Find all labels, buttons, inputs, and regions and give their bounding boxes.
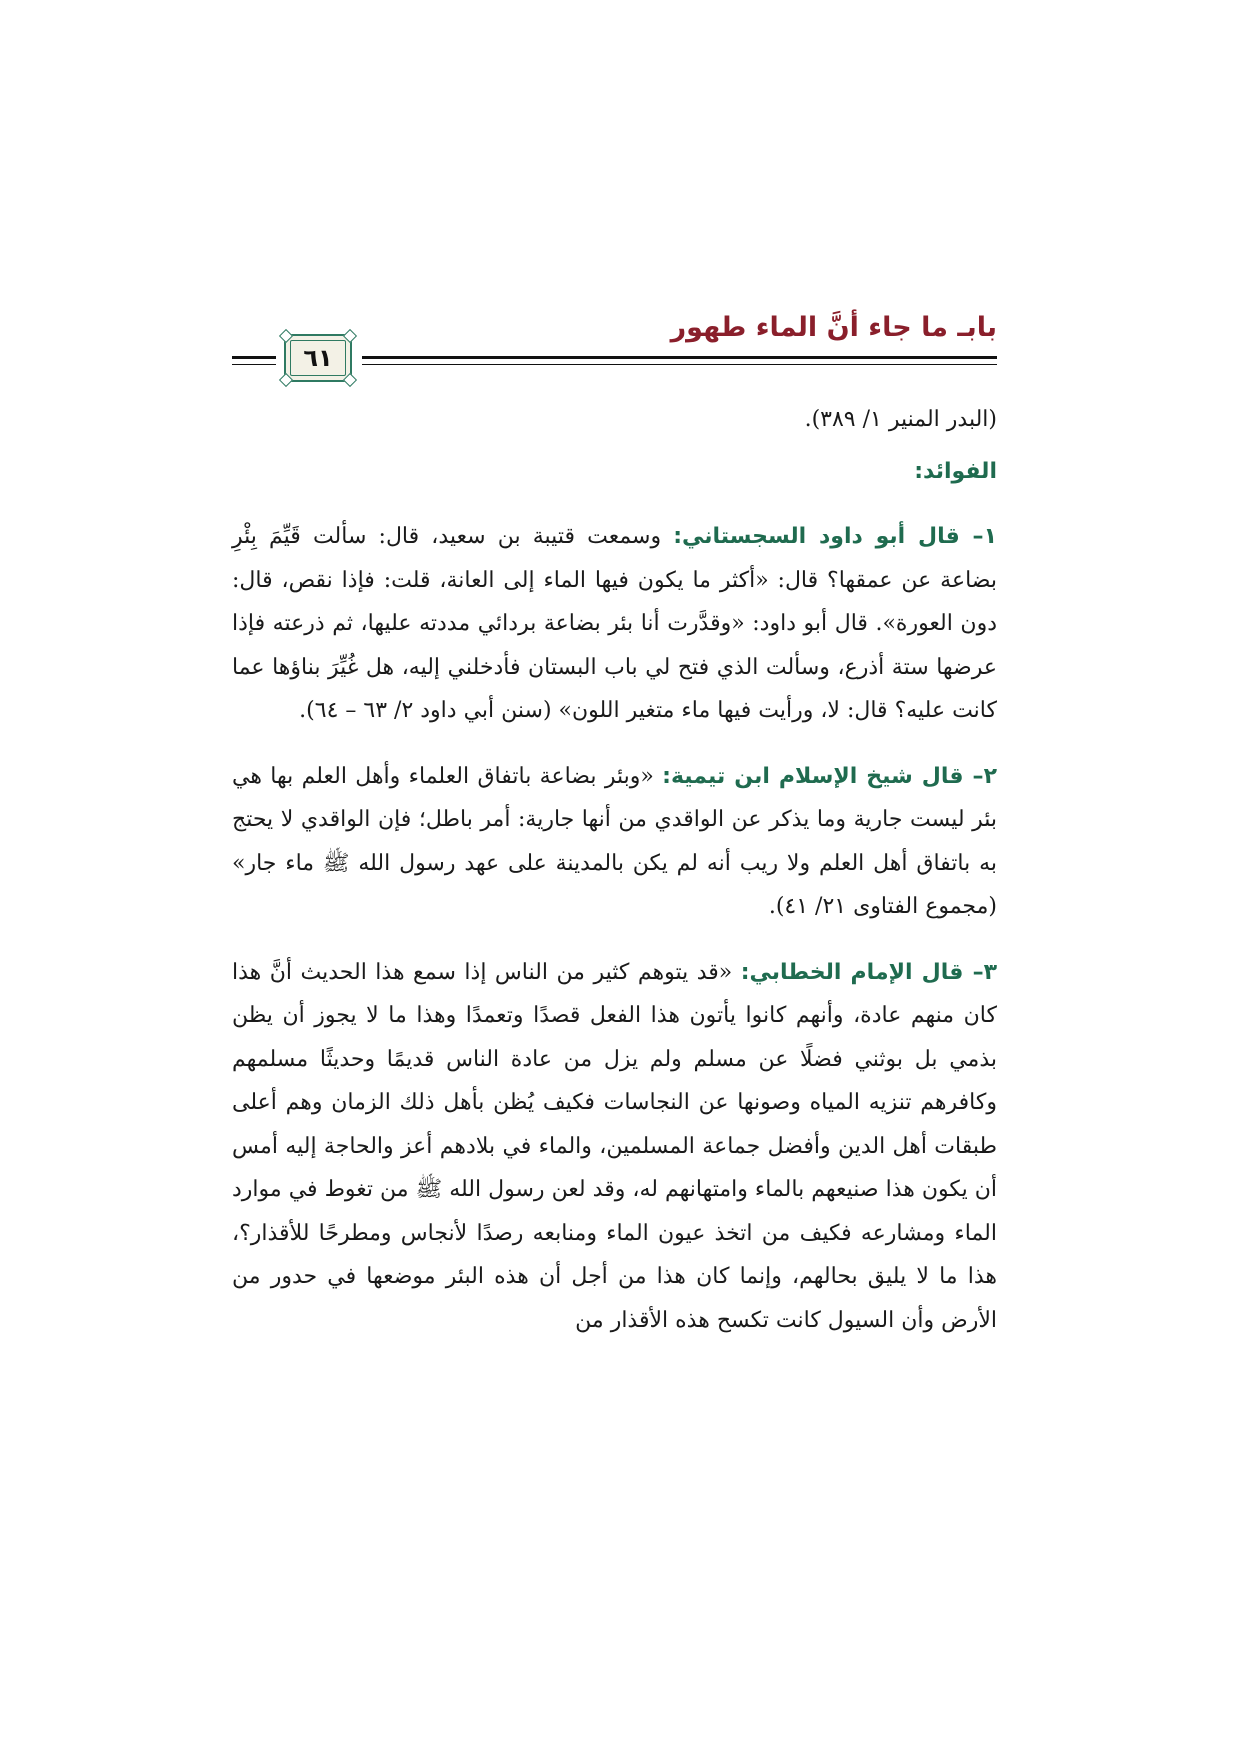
benefit-item	[232, 755, 997, 929]
item-text: وسمعت قتيبة بن سعيد، قال: سألت قَيِّمَ بِئْرِ بضاعة عن عمقها؟ قال: «أكثر ما يكون فيها الماء إلى العانة، قلت: فإذا نقص، قال: دون العورة». قال أبو داود: «وقدَّرت أنا بئر بضاعة بردائي مددته عليها، ثم ذرعته فإذا عرضها ستة أذرع، وسألت الذي فتح لي باب البستان فأدخلني إليه، هل غُيِّرَ بناؤها عما كانت عليه؟ قال: لا، ورأيت فيها ماء متغير اللون» (سنن أبي داود ٢/ ٦٣ – ٦٤).	[232, 524, 997, 723]
source-citation: (البدر المنير ١/ ٣٨٩).	[804, 407, 997, 432]
header-rule-right-thin	[362, 364, 997, 365]
page-number: ٦١	[303, 344, 333, 372]
header-rule-left	[232, 356, 276, 359]
item-text: «قد يتوهم كثير من الناس إذا سمع هذا الحديث أنَّ هذا كان منهم عادة، وأنهم كانوا يأتون هذا الفعل قصدًا وتعمدًا وهذا ما لا يجوز أن يظن بذمي بل بوثني فضلًا عن مسلم ولم يزل من عادة الناس قديمًا وحديثًا مسلمهم وكافرهم تنزيه المياه وصونها عن النجاسات فكيف يُظن بأهل ذلك الزمان وهم أعلى طبقات أهل الدين وأفضل جماعة المسلمين، والماء في بلادهم أعز والحاجة إليه أمس أن يكون هذا صنيعهم بالماء وامتهانهم له، وقد لعن رسول الله ﷺ من تغوط في موارد الماء ومشارعه فكيف من اتخذ عيون الماء ومنابعه رصدًا لأنجاس ومطرحًا للأقذار؟، هذا ما لا يليق بحالهم، وإنما كان هذا من أجل أن هذه البئر موضعها في حدور من الأرض وأن السيول كانت تكسح هذه الأقذار من	[232, 959, 997, 1333]
benefit-item	[232, 515, 997, 733]
header-rule-right	[362, 356, 997, 359]
item-lead: ٢– قال شيخ الإسلام ابن تيمية:	[662, 763, 997, 789]
running-title: بابـ ما جاء أنَّ الماء طهور	[670, 312, 997, 343]
item-text: «وبئر بضاعة باتفاق العلماء وأهل العلم بها هي بئر ليست جارية وما يذكر عن الواقدي من أنها جارية: أمر باطل؛ فإن الواقدي لا يحتج به باتفاق أهل العلم ولا ريب أنه لم يكن بالمدينة على عهد رسول الله ﷺ ماء جار» (مجموع الفتاوى ٢١/ ٤١).	[232, 763, 997, 919]
section-title: الفوائد:	[914, 458, 997, 484]
benefit-item	[232, 951, 997, 1343]
page-number-badge	[284, 334, 352, 382]
header-rule-left-thin	[232, 364, 276, 365]
item-lead: ١– قال أبو داود السجستاني:	[673, 524, 997, 549]
page-content	[232, 398, 997, 1342]
item-lead: ٣– قال الإمام الخطابي:	[740, 959, 998, 985]
